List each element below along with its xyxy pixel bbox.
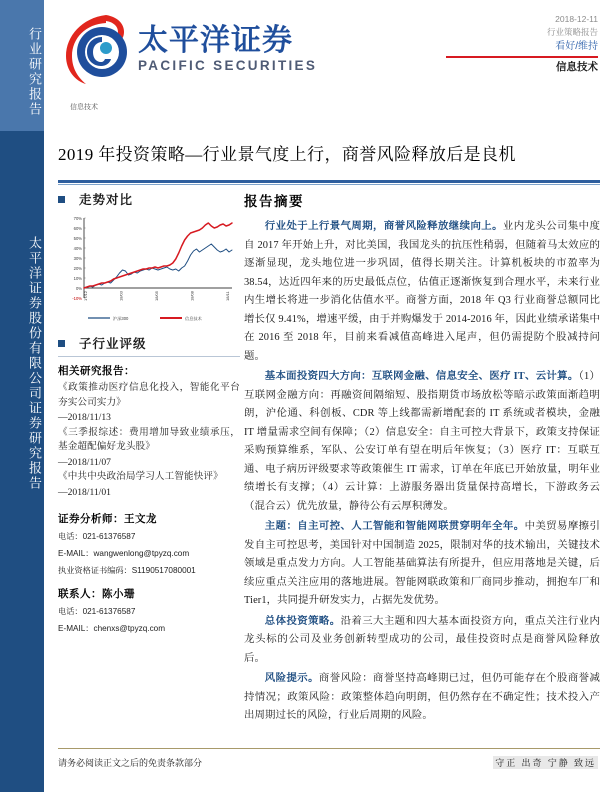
rating-section-heading [58, 334, 240, 352]
logo-english-name: PACIFIC SECURITIES [138, 57, 318, 73]
chart-x-tick: 18/11 [225, 291, 230, 301]
chart-x-tick: 18/08 [189, 290, 195, 301]
chart-legend-label: 信息技术 [185, 315, 202, 321]
summary-lead: 基本面投资四大方向：互联网金融、信息安全、医疗 IT、云计算。 [264, 371, 579, 383]
pacific-securities-logo-icon [62, 12, 134, 86]
footer-disclaimer: 请务必阅读正文之后的免责条款部分 [58, 758, 203, 768]
chart-series-line [84, 223, 232, 288]
summary-body: 中美贸易摩擦引发自主可控思考，美国针对中国制造 2025，限制对华的技术输出，关键技术领域是重点发力方向。人工智能基础算法有所提升，但应用落地是关键，后续应重点关注应用的落地进展。智能网联政策和厂商同步推动，拥抱车厂和 Tier1，共同提升研发实力，占据先发优势。 [244, 521, 600, 607]
analyst-block [58, 511, 240, 576]
list-item-date: —2018/11/01 [58, 487, 111, 499]
list-item[interactable]: 《三季报综述：费用增加导致业绩承压，基金超配偏好龙头股》 [58, 426, 240, 453]
related-reports-title: 相关研究报告： [58, 366, 135, 377]
square-bullet-icon [58, 340, 65, 347]
page-title: 2019 年投资策略—行业景气度上行，商誉风险释放后是良机 [58, 145, 516, 164]
chart-legend-label: 沪深300 [113, 315, 129, 321]
footer-divider [58, 748, 600, 749]
title-divider-thin [58, 184, 600, 185]
rating-badge: 看好/维持 [555, 40, 598, 52]
chart-y-tick: 0% [75, 286, 82, 292]
chart-series-line [84, 244, 232, 288]
sidebar-bottom-label: 太平洋证券股份有限公司证券研究报告 [27, 235, 42, 491]
summary-body: 业内龙头公司集中度自 2017 年开始上升，对比美国，我国龙头的抗压性稍弱，但随着马太效应的逐渐显现，龙头地位进一步巩固，值得长期关注。计算机板块的市盈率为 38.54，达近四年来的历史最低点位，估值正逐渐恢复到合理水平，未来行业内生增长将进一步消化估值水平。商誉方面，2018 年 Q3 行业商誉总额同比增长仅 9.41%，增速平缓，由于并购爆发于 2014-2016 年，因此业绩承诺集中在 2016 至 2018 年，目前来看减值高峰进入尾声，但仍需提防个股减持问题。 [244, 221, 600, 362]
summary-paragraph [244, 670, 600, 726]
square-bullet-icon [58, 196, 65, 203]
summary-paragraph [244, 218, 600, 366]
summary-body: （1）互联网金融方向：再融资间隔缩短、股指期货市场放松等暗示政策面渐趋明朗，沪伦通、科创板、CDR 等上线都需新增配套的 IT 系统或者模块，金融 IT 增量需求空间有保障；（2）信息安全：自主可控大背景下，政策支持保证采购预算维系，军队、公安订单有望在明后年恢复；（3）医疗 IT：互联互通、电子病历评级要求等政策催生 IT 需求，订单在年底已开始放量，明年业绩增长有支撑；（4）云计算：上游服务器出货量保持高增长，下游政务云（混合云）优先放量，静待公有云厚积薄发。 [244, 371, 600, 512]
chart-y-tick: 20% [73, 266, 82, 272]
summary-heading: 报告摘要 [244, 194, 304, 209]
trend-comparison-chart [58, 212, 236, 330]
analyst-license: 执业资格证书编码：S1190517080001 [58, 565, 196, 575]
summary-lead: 主题：自主可控、人工智能和智能网联贯穿明年全年。 [264, 521, 525, 533]
summary-paragraph [244, 368, 600, 516]
summary-lead: 行业处于上行景气周期，商誉风险释放继续向上。 [264, 221, 503, 232]
rating-section-divider [58, 356, 240, 357]
chart-y-tick: -10% [72, 296, 82, 302]
header-meta [418, 13, 598, 75]
related-reports-list [58, 381, 240, 501]
header-red-rule [446, 56, 598, 58]
chart-x-tick: 17/12 [83, 290, 88, 301]
analyst-phone: 电话：021-61376587 [58, 531, 136, 541]
sector-name: 信息技术 [556, 60, 598, 73]
contact-name: 联系人：陈小珊 [58, 588, 135, 600]
logo-chinese-name: 太平洋证券 [138, 24, 293, 58]
summary-paragraph [244, 518, 600, 611]
chart-y-tick: 30% [73, 256, 82, 262]
contact-block [58, 586, 240, 634]
company-logo [62, 12, 317, 86]
chart-y-tick: 60% [73, 226, 82, 232]
report-type: 行业策略报告 [546, 26, 598, 37]
chart-y-tick: 70% [73, 216, 82, 222]
list-item-date: —2018/11/07 [58, 456, 111, 468]
list-item[interactable]: 《中共中央政治局学习人工智能快评》 [58, 471, 223, 483]
report-header [44, 0, 612, 125]
summary-body: 沿着三大主题和四大基本面投资方向，重点关注行业内龙头标的公司及业务创新转型成功的公司，最佳投资时点是商誉风险释放后。 [244, 615, 600, 664]
rating-section-label: 子行业评级 [79, 337, 147, 351]
chart-section-heading [58, 190, 240, 208]
summary-lead: 总体投资策略。 [264, 615, 341, 627]
right-column [244, 190, 600, 728]
chart-section-label: 走势对比 [79, 193, 134, 207]
contact-phone: 电话：021-61376587 [58, 606, 136, 616]
summary-lead: 风险提示。 [264, 673, 319, 685]
chart-y-tick: 10% [73, 276, 82, 282]
logo-wordmark [138, 25, 317, 73]
left-sidebar [0, 0, 44, 792]
summary-body: 商誉风险：商誉坚持高峰期已过，但仍可能存在个股商誉减持情况；政策风险：政策整体趋向明朗，但仍然存在不确定性；技术投入产出周期过长的风险，行业后周期的风险。 [244, 673, 600, 722]
list-item-date: —2018/11/13 [58, 412, 111, 424]
analyst-email[interactable]: E-MAIL：wangwenlong@tpyzq.com [58, 548, 190, 558]
title-divider [58, 180, 600, 183]
list-item[interactable]: 《政策推动医疗信息化投入，智能化平台夯实公司实力》 [58, 382, 240, 408]
summary-paragraph [244, 613, 600, 669]
sidebar-top-label: 行业研究报告 [27, 27, 42, 117]
chart-x-tick: 18/03 [118, 290, 124, 301]
left-column [58, 190, 240, 640]
chart-x-tick: 18/05 [154, 290, 159, 301]
page-content [44, 0, 612, 792]
chart-y-tick: 40% [73, 246, 82, 252]
chart-y-tick: 50% [73, 236, 82, 242]
report-date: 2018-12-11 [555, 14, 598, 24]
contact-email[interactable]: E-MAIL：chenxs@tpyzq.com [58, 623, 166, 633]
sector-tag: 信息技术 [70, 104, 98, 111]
analyst-name: 证券分析师：王文龙 [58, 513, 157, 525]
footer-slogan: 守正 出奇 宁静 致远 [495, 758, 596, 768]
